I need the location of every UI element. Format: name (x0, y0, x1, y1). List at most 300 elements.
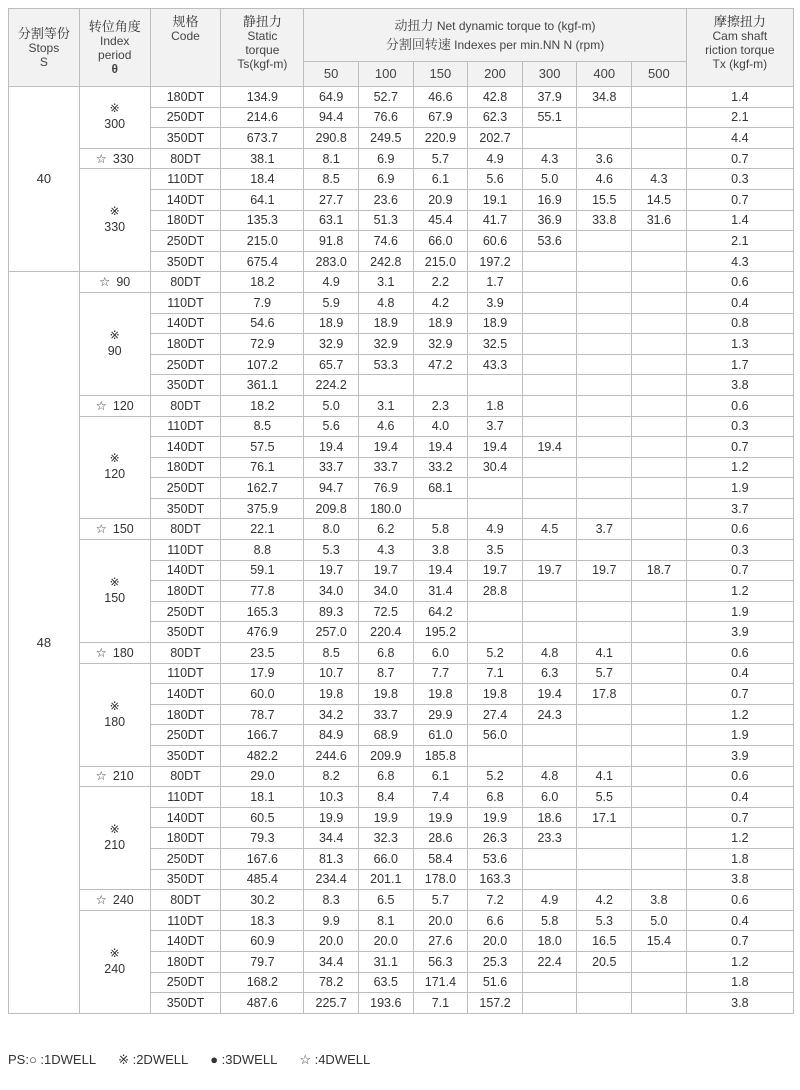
speed-50-cell: 18.9 (304, 313, 359, 334)
static-torque-cell: 23.5 (221, 643, 304, 664)
speed-150-cell: 64.2 (413, 601, 468, 622)
speed-50-cell: 225.7 (304, 993, 359, 1014)
index-angle: 240 (112, 892, 134, 907)
speed-500-cell: 18.7 (632, 560, 687, 581)
speed-300-cell (522, 581, 577, 602)
speed-400-cell (577, 334, 632, 355)
speed-50-cell: 4.9 (304, 272, 359, 293)
speed-400-cell (577, 354, 632, 375)
speed-200-cell: 6.8 (468, 787, 523, 808)
speed-200-cell: 157.2 (468, 993, 523, 1014)
table-row (9, 416, 794, 437)
speed-500-cell (632, 272, 687, 293)
speed-100-cell: 74.6 (358, 231, 413, 252)
code-cell: 140DT (150, 313, 221, 334)
speed-500-cell (632, 148, 687, 169)
code-cell: 140DT (150, 189, 221, 210)
friction-torque-cell: 1.4 (686, 87, 793, 108)
speed-50-cell: 84.9 (304, 725, 359, 746)
speed-500-cell (632, 498, 687, 519)
speed-150-cell: 5.8 (413, 519, 468, 540)
static-torque-cell: 8.8 (221, 540, 304, 561)
header-stops-en: Stops (28, 40, 60, 55)
table-row (9, 890, 794, 911)
speed-100-cell: 4.3 (358, 540, 413, 561)
speed-300-cell: 4.5 (522, 519, 577, 540)
friction-torque-cell: 0.7 (686, 684, 793, 705)
speed-500-cell (632, 416, 687, 437)
static-torque-cell: 72.9 (221, 334, 304, 355)
friction-torque-cell: 0.6 (686, 643, 793, 664)
index-period-cell (79, 272, 150, 293)
speed-200-cell: 32.5 (468, 334, 523, 355)
speed-300-cell: 53.6 (522, 231, 577, 252)
friction-torque-cell: 0.6 (686, 519, 793, 540)
header-speed-300: 300 (522, 62, 577, 87)
static-torque-cell: 482.2 (221, 746, 304, 767)
speed-300-cell (522, 292, 577, 313)
header-friction-torque (686, 9, 793, 87)
friction-torque-cell: 0.3 (686, 416, 793, 437)
code-cell: 80DT (150, 519, 221, 540)
speed-500-cell (632, 231, 687, 252)
speed-500-cell (632, 251, 687, 272)
speed-200-cell: 27.4 (468, 704, 523, 725)
table-row (9, 169, 794, 190)
index-angle: 240 (104, 961, 126, 976)
speed-150-cell: 7.4 (413, 787, 468, 808)
speed-50-cell: 8.5 (304, 643, 359, 664)
speed-50-cell: 34.2 (304, 704, 359, 725)
speed-50-cell: 290.8 (304, 128, 359, 149)
speed-150-cell: 195.2 (413, 622, 468, 643)
speed-100-cell (358, 375, 413, 396)
speed-150-cell: 2.3 (413, 395, 468, 416)
static-torque-cell: 22.1 (221, 519, 304, 540)
index-period-cell (79, 787, 150, 890)
speed-200-cell: 19.8 (468, 684, 523, 705)
speed-200-cell: 19.9 (468, 807, 523, 828)
speed-50-cell: 34.4 (304, 951, 359, 972)
speed-200-cell (468, 498, 523, 519)
speed-100-cell: 4.8 (358, 292, 413, 313)
speed-50-cell: 94.4 (304, 107, 359, 128)
speed-200-cell: 5.2 (468, 643, 523, 664)
speed-100-cell: 32.3 (358, 828, 413, 849)
table-row (9, 663, 794, 684)
static-torque-cell: 167.6 (221, 848, 304, 869)
speed-300-cell (522, 416, 577, 437)
speed-150-cell: 19.8 (413, 684, 468, 705)
header-static-unit: Ts(kgf-m) (237, 57, 288, 71)
dwell-mark: ※ (109, 101, 120, 116)
code-cell: 110DT (150, 292, 221, 313)
table-row (9, 148, 794, 169)
speed-300-cell: 4.8 (522, 643, 577, 664)
header-period (79, 9, 150, 87)
code-cell: 80DT (150, 643, 221, 664)
speed-500-cell: 3.8 (632, 890, 687, 911)
header-speed-500: 500 (632, 62, 687, 87)
speed-300-cell: 24.3 (522, 704, 577, 725)
speed-100-cell: 72.5 (358, 601, 413, 622)
speed-150-cell: 67.9 (413, 107, 468, 128)
table-body (9, 87, 794, 1014)
speed-150-cell (413, 375, 468, 396)
speed-200-cell: 202.7 (468, 128, 523, 149)
speed-100-cell: 33.7 (358, 457, 413, 478)
dwell-mark: ※ (109, 204, 120, 219)
speed-400-cell: 3.7 (577, 519, 632, 540)
static-torque-cell: 18.4 (221, 169, 304, 190)
legend-prefix: PS: (8, 1052, 29, 1067)
code-cell: 110DT (150, 910, 221, 931)
index-angle: 330 (112, 151, 134, 166)
speed-300-cell: 36.9 (522, 210, 577, 231)
speed-200-cell: 19.4 (468, 437, 523, 458)
speed-400-cell (577, 478, 632, 499)
speed-300-cell (522, 746, 577, 767)
speed-150-cell: 6.0 (413, 643, 468, 664)
speed-300-cell: 6.3 (522, 663, 577, 684)
speed-300-cell (522, 540, 577, 561)
speed-50-cell: 20.0 (304, 931, 359, 952)
code-cell: 350DT (150, 251, 221, 272)
speed-300-cell: 19.4 (522, 684, 577, 705)
speed-150-cell: 20.0 (413, 910, 468, 931)
speed-50-cell: 209.8 (304, 498, 359, 519)
speed-500-cell (632, 519, 687, 540)
code-cell: 80DT (150, 272, 221, 293)
static-torque-cell: 60.9 (221, 931, 304, 952)
dwell-mark: ☆ (95, 398, 107, 413)
index-period-cell (79, 766, 150, 787)
speed-400-cell (577, 972, 632, 993)
speed-100-cell: 6.2 (358, 519, 413, 540)
code-cell: 250DT (150, 231, 221, 252)
index-period-cell (79, 910, 150, 1013)
dwell-legend (8, 1052, 392, 1068)
speed-50-cell: 257.0 (304, 622, 359, 643)
speed-500-cell (632, 334, 687, 355)
index-period-cell (79, 540, 150, 643)
speed-150-cell: 4.2 (413, 292, 468, 313)
speed-50-cell: 34.0 (304, 581, 359, 602)
static-torque-cell: 79.3 (221, 828, 304, 849)
speed-50-cell: 32.9 (304, 334, 359, 355)
dwell-mark: ※ (109, 822, 120, 837)
speed-500-cell (632, 766, 687, 787)
speed-400-cell (577, 725, 632, 746)
speed-150-cell: 27.6 (413, 931, 468, 952)
code-cell: 180DT (150, 951, 221, 972)
speed-300-cell: 22.4 (522, 951, 577, 972)
speed-200-cell: 5.2 (468, 766, 523, 787)
speed-50-cell: 10.7 (304, 663, 359, 684)
speed-50-cell: 224.2 (304, 375, 359, 396)
speed-300-cell: 16.9 (522, 189, 577, 210)
friction-torque-cell: 1.2 (686, 704, 793, 725)
speed-400-cell: 4.1 (577, 643, 632, 664)
speed-300-cell (522, 601, 577, 622)
header-static-zh: 静扭力 (242, 14, 282, 29)
speed-500-cell (632, 951, 687, 972)
speed-200-cell: 60.6 (468, 231, 523, 252)
speed-100-cell: 6.9 (358, 148, 413, 169)
speed-400-cell (577, 395, 632, 416)
header-friction-en2: riction torque (705, 43, 775, 57)
speed-100-cell: 201.1 (358, 869, 413, 890)
table-row (9, 272, 794, 293)
friction-torque-cell: 3.8 (686, 993, 793, 1014)
speed-50-cell: 19.9 (304, 807, 359, 828)
static-torque-cell: 8.5 (221, 416, 304, 437)
code-cell: 80DT (150, 766, 221, 787)
static-torque-cell: 487.6 (221, 993, 304, 1014)
speed-100-cell: 6.8 (358, 766, 413, 787)
speed-100-cell: 3.1 (358, 395, 413, 416)
code-cell: 140DT (150, 437, 221, 458)
speed-500-cell (632, 395, 687, 416)
speed-400-cell (577, 375, 632, 396)
speed-300-cell: 37.9 (522, 87, 577, 108)
speed-500-cell (632, 828, 687, 849)
header-dynamic-en: Net dynamic torque to (kgf-m) (436, 18, 596, 33)
speed-400-cell: 34.8 (577, 87, 632, 108)
friction-torque-cell: 0.3 (686, 540, 793, 561)
static-torque-cell: 7.9 (221, 292, 304, 313)
speed-100-cell: 6.5 (358, 890, 413, 911)
speed-400-cell (577, 828, 632, 849)
speed-150-cell: 215.0 (413, 251, 468, 272)
static-torque-cell: 18.2 (221, 395, 304, 416)
speed-300-cell (522, 457, 577, 478)
code-cell: 350DT (150, 375, 221, 396)
speed-300-cell (522, 354, 577, 375)
static-torque-cell: 76.1 (221, 457, 304, 478)
speed-300-cell: 55.1 (522, 107, 577, 128)
speed-500-cell (632, 704, 687, 725)
speed-200-cell: 53.6 (468, 848, 523, 869)
index-angle: 180 (112, 645, 134, 660)
code-cell: 140DT (150, 807, 221, 828)
friction-torque-cell: 1.3 (686, 334, 793, 355)
speed-200-cell: 56.0 (468, 725, 523, 746)
speed-400-cell: 17.8 (577, 684, 632, 705)
code-cell: 250DT (150, 848, 221, 869)
speed-50-cell: 5.3 (304, 540, 359, 561)
speed-50-cell: 5.0 (304, 395, 359, 416)
static-torque-cell: 215.0 (221, 231, 304, 252)
speed-200-cell: 28.8 (468, 581, 523, 602)
table-row (9, 787, 794, 808)
speed-50-cell: 27.7 (304, 189, 359, 210)
speed-50-cell: 244.6 (304, 746, 359, 767)
speed-50-cell: 94.7 (304, 478, 359, 499)
speed-300-cell: 23.3 (522, 828, 577, 849)
static-torque-cell: 29.0 (221, 766, 304, 787)
speed-500-cell (632, 313, 687, 334)
friction-torque-cell: 1.2 (686, 951, 793, 972)
friction-torque-cell: 0.7 (686, 560, 793, 581)
speed-400-cell (577, 869, 632, 890)
speed-200-cell: 19.7 (468, 560, 523, 581)
static-torque-cell: 375.9 (221, 498, 304, 519)
speed-100-cell: 32.9 (358, 334, 413, 355)
speed-400-cell (577, 601, 632, 622)
speed-300-cell: 4.9 (522, 890, 577, 911)
index-angle: 330 (104, 220, 126, 235)
friction-torque-cell: 0.3 (686, 169, 793, 190)
speed-500-cell (632, 354, 687, 375)
static-torque-cell: 60.0 (221, 684, 304, 705)
speed-50-cell: 8.5 (304, 169, 359, 190)
friction-torque-cell: 3.8 (686, 375, 793, 396)
speed-400-cell (577, 746, 632, 767)
dwell-mark: ☆ (95, 522, 107, 537)
friction-torque-cell: 1.4 (686, 210, 793, 231)
code-cell: 180DT (150, 334, 221, 355)
friction-torque-cell: 1.8 (686, 848, 793, 869)
speed-50-cell: 283.0 (304, 251, 359, 272)
speed-400-cell (577, 540, 632, 561)
speed-300-cell (522, 251, 577, 272)
index-period-cell (79, 87, 150, 149)
header-period-en2: period (98, 47, 132, 62)
speed-100-cell: 180.0 (358, 498, 413, 519)
speed-300-cell (522, 869, 577, 890)
static-torque-cell: 18.3 (221, 910, 304, 931)
speed-100-cell: 6.9 (358, 169, 413, 190)
dwell-mark: ※ (109, 698, 120, 713)
speed-300-cell (522, 395, 577, 416)
speed-150-cell: 5.7 (413, 890, 468, 911)
dwell-mark: ☆ (95, 151, 107, 166)
static-torque-cell: 79.7 (221, 951, 304, 972)
speed-400-cell (577, 848, 632, 869)
speed-400-cell (577, 128, 632, 149)
speed-500-cell (632, 848, 687, 869)
speed-200-cell: 7.2 (468, 890, 523, 911)
friction-torque-cell: 0.6 (686, 395, 793, 416)
friction-torque-cell: 3.8 (686, 869, 793, 890)
speed-300-cell: 4.8 (522, 766, 577, 787)
speed-150-cell: 66.0 (413, 231, 468, 252)
speed-400-cell: 20.5 (577, 951, 632, 972)
friction-torque-cell: 0.8 (686, 313, 793, 334)
speed-100-cell: 31.1 (358, 951, 413, 972)
speed-300-cell (522, 498, 577, 519)
speed-500-cell (632, 437, 687, 458)
speed-300-cell: 5.8 (522, 910, 577, 931)
friction-torque-cell: 1.2 (686, 828, 793, 849)
friction-torque-cell: 3.7 (686, 498, 793, 519)
speed-300-cell (522, 622, 577, 643)
speed-500-cell: 14.5 (632, 189, 687, 210)
index-angle: 90 (107, 343, 122, 358)
speed-100-cell: 52.7 (358, 87, 413, 108)
friction-torque-cell: 1.8 (686, 972, 793, 993)
speed-100-cell: 193.6 (358, 993, 413, 1014)
speed-100-cell: 23.6 (358, 189, 413, 210)
code-cell: 80DT (150, 395, 221, 416)
friction-torque-cell: 0.7 (686, 437, 793, 458)
speed-500-cell: 5.0 (632, 910, 687, 931)
code-cell: 350DT (150, 622, 221, 643)
speed-400-cell (577, 622, 632, 643)
code-cell: 140DT (150, 560, 221, 581)
friction-torque-cell: 0.4 (686, 663, 793, 684)
speed-100-cell: 19.4 (358, 437, 413, 458)
code-cell: 180DT (150, 457, 221, 478)
speed-200-cell (468, 375, 523, 396)
speed-400-cell (577, 437, 632, 458)
speed-50-cell: 34.4 (304, 828, 359, 849)
speed-100-cell: 68.9 (358, 725, 413, 746)
speed-100-cell: 8.7 (358, 663, 413, 684)
speed-100-cell: 63.5 (358, 972, 413, 993)
index-period-cell (79, 292, 150, 395)
code-cell: 250DT (150, 601, 221, 622)
speed-150-cell: 2.2 (413, 272, 468, 293)
friction-torque-cell: 1.2 (686, 581, 793, 602)
friction-torque-cell: 0.6 (686, 766, 793, 787)
static-torque-cell: 18.2 (221, 272, 304, 293)
friction-torque-cell: 0.7 (686, 931, 793, 952)
static-torque-cell: 675.4 (221, 251, 304, 272)
dwell-mark: ☆ (95, 892, 107, 907)
speed-300-cell: 6.0 (522, 787, 577, 808)
speed-500-cell (632, 643, 687, 664)
code-cell: 250DT (150, 354, 221, 375)
static-torque-cell: 54.6 (221, 313, 304, 334)
speed-200-cell: 4.9 (468, 519, 523, 540)
speed-150-cell: 20.9 (413, 189, 468, 210)
speed-400-cell (577, 231, 632, 252)
header-speed-200: 200 (468, 62, 523, 87)
speed-50-cell: 19.7 (304, 560, 359, 581)
speed-300-cell: 5.0 (522, 169, 577, 190)
header-friction-zh: 摩擦扭力 (713, 14, 766, 29)
speed-50-cell: 19.8 (304, 684, 359, 705)
speed-500-cell (632, 107, 687, 128)
speed-150-cell: 45.4 (413, 210, 468, 231)
speed-500-cell (632, 972, 687, 993)
speed-50-cell: 89.3 (304, 601, 359, 622)
friction-torque-cell: 0.4 (686, 292, 793, 313)
code-cell: 180DT (150, 87, 221, 108)
speed-100-cell: 76.9 (358, 478, 413, 499)
dwell-mark: ☆ (95, 645, 107, 660)
speed-300-cell (522, 972, 577, 993)
speed-300-cell (522, 128, 577, 149)
speed-100-cell: 8.4 (358, 787, 413, 808)
speed-400-cell: 33.8 (577, 210, 632, 231)
static-torque-cell: 476.9 (221, 622, 304, 643)
static-torque-cell: 214.6 (221, 107, 304, 128)
speed-400-cell (577, 581, 632, 602)
speed-500-cell: 15.4 (632, 931, 687, 952)
static-torque-cell: 59.1 (221, 560, 304, 581)
stops-cell: 40 (9, 87, 80, 272)
speed-200-cell: 1.7 (468, 272, 523, 293)
friction-torque-cell: 1.9 (686, 725, 793, 746)
speed-200-cell: 43.3 (468, 354, 523, 375)
static-torque-cell: 162.7 (221, 478, 304, 499)
header-period-symbol: θ (111, 61, 118, 76)
static-torque-cell: 30.2 (221, 890, 304, 911)
code-cell: 250DT (150, 478, 221, 499)
